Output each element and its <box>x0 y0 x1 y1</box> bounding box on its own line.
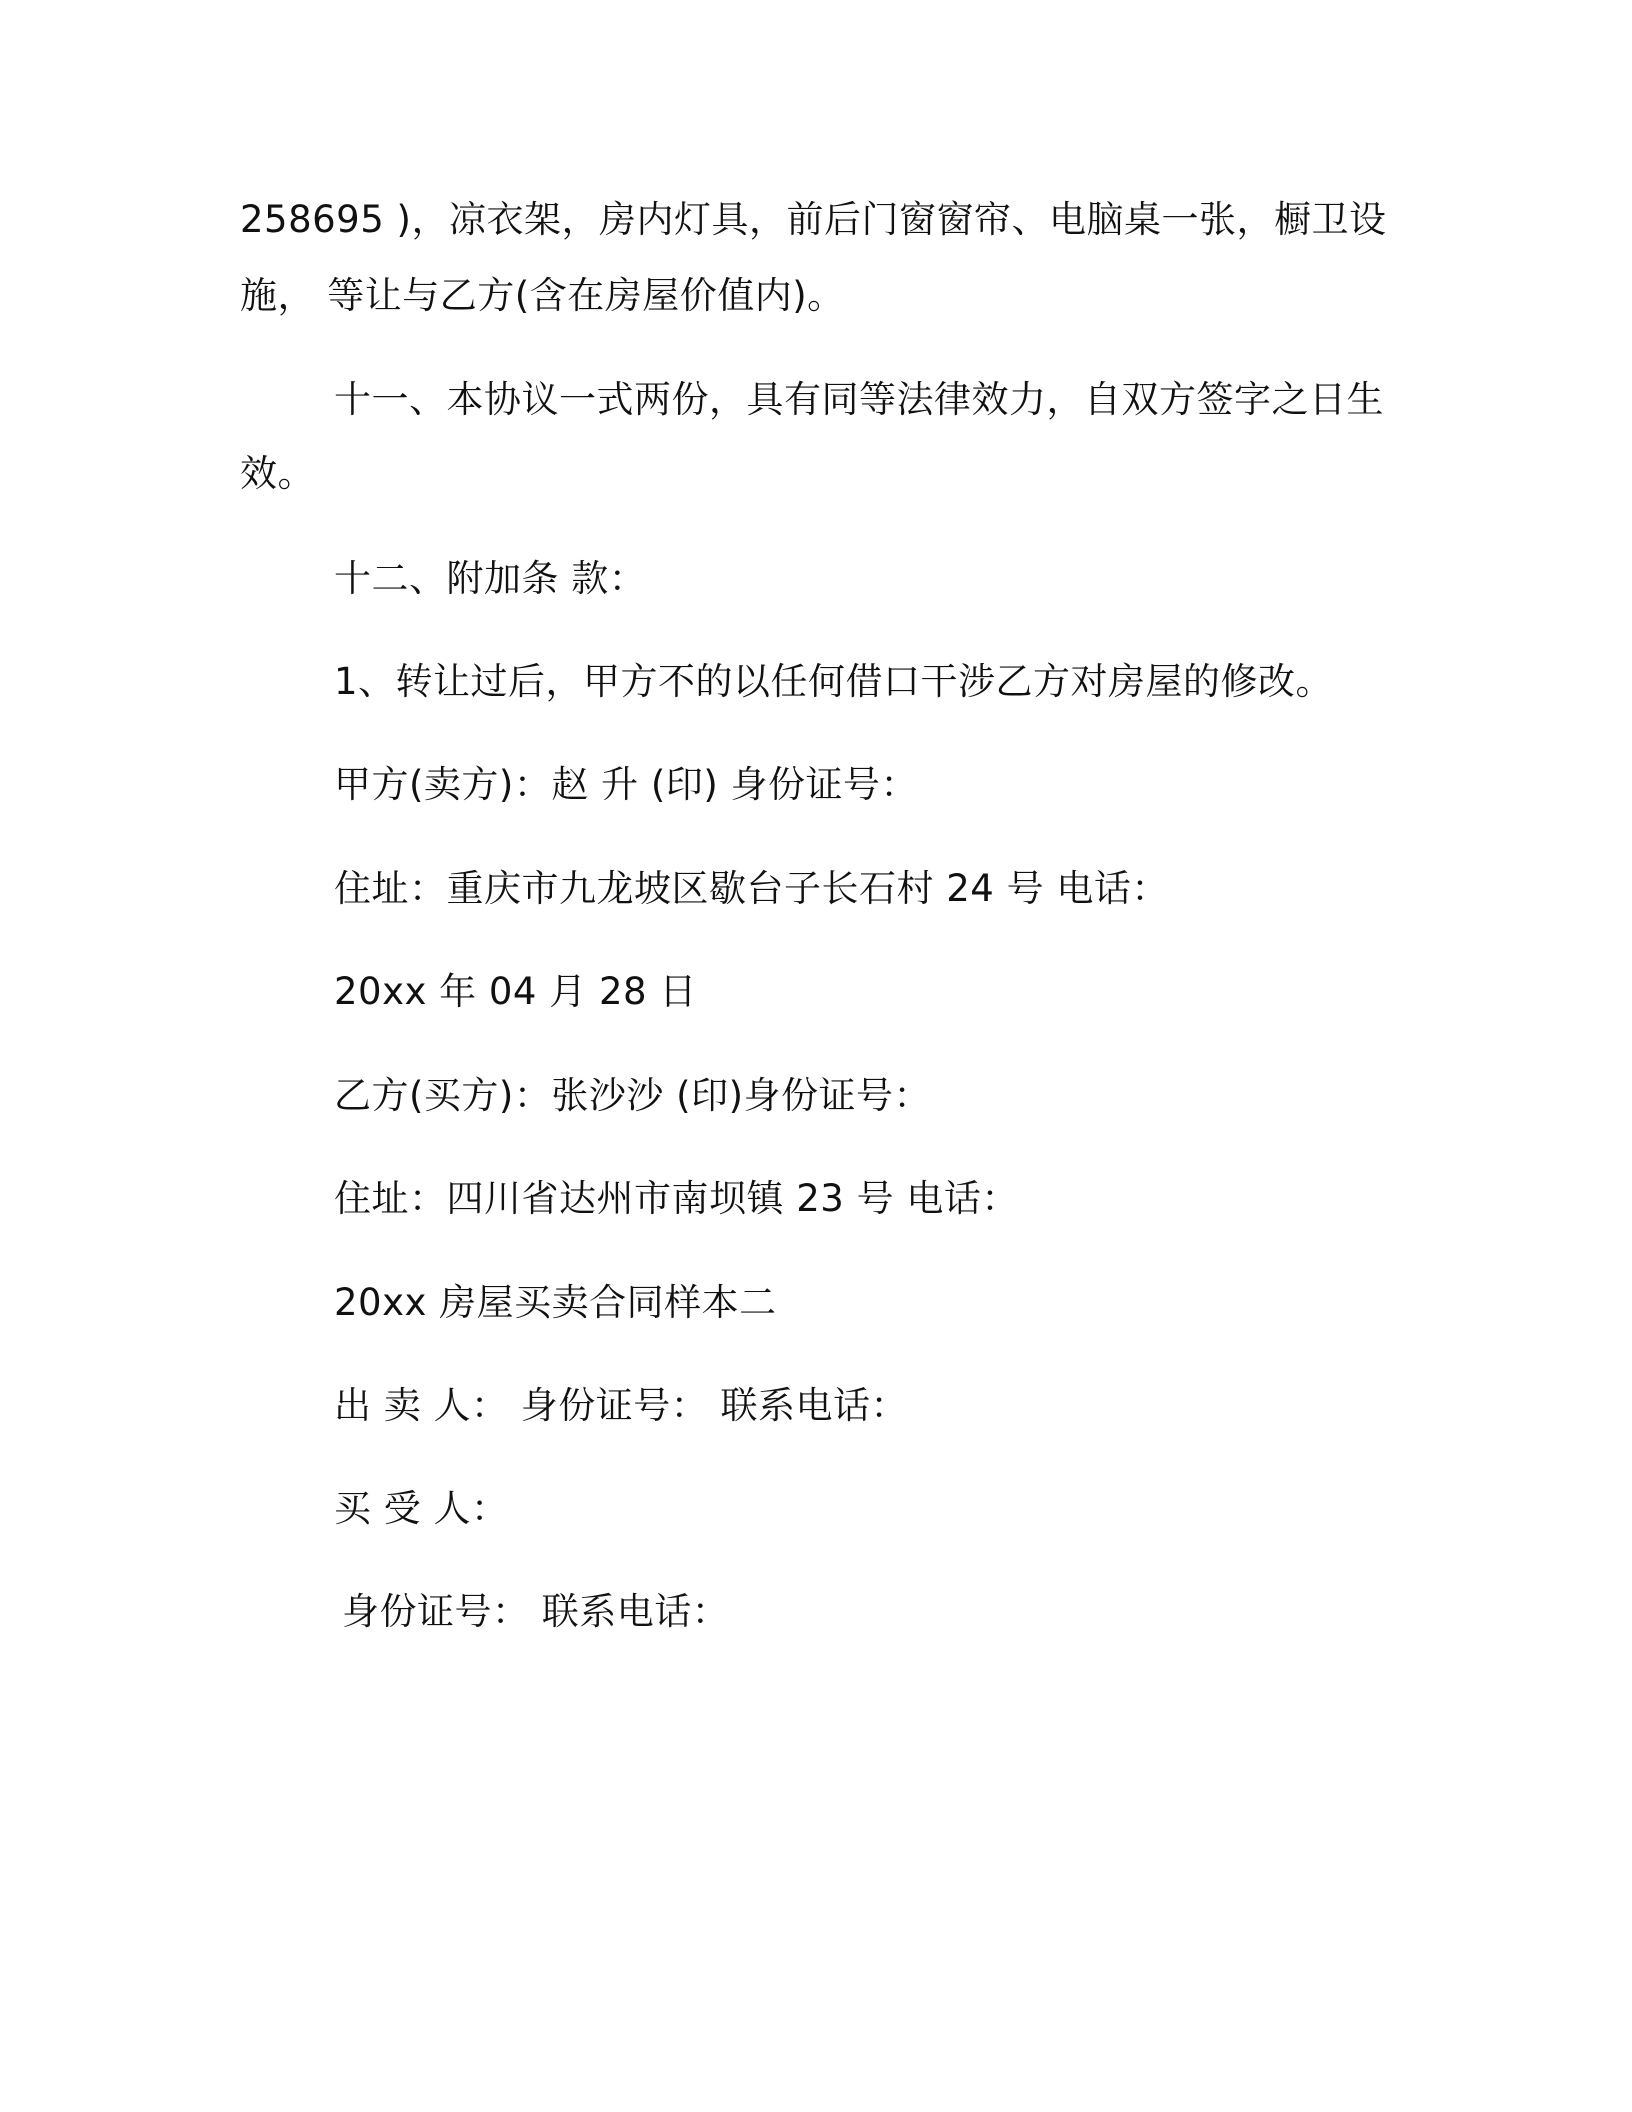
clause-12-item-1: 1、转让过后，甲方不的以任何借口干涉乙方对房屋的修改。 <box>334 660 1334 703</box>
party-b-identity: 乙方(买方)：张沙沙 (印)身份证号： <box>334 1074 932 1117</box>
party-b-address: 住址：四川省达州市南坝镇 23 号 电话： <box>334 1177 1019 1220</box>
party-a-date: 20xx 年 04 月 28 日 <box>334 970 697 1013</box>
party-a-address: 住址：重庆市九龙坡区歇台子长石村 24 号 电话： <box>334 867 1169 910</box>
buyer-label: 买 受 人： <box>334 1487 509 1530</box>
sample-two-title: 20xx 房屋买卖合同样本二 <box>334 1281 777 1324</box>
clause-11-line-2: 效。 <box>240 452 315 495</box>
buyer-info: 身份证号： 联系电话： <box>342 1590 730 1633</box>
seller-info: 出 卖 人： 身份证号： 联系电话： <box>334 1384 909 1427</box>
clause-11-line-1: 十一、本协议一式两份，具有同等法律效力，自双方签字之日生 <box>334 378 1384 421</box>
party-a-identity: 甲方(卖方)：赵 升 (印) 身份证号： <box>334 763 919 806</box>
paragraph-10-line-1: 258695 )，凉衣架，房内灯具，前后门窗窗帘、电脑桌一张，橱卫设 <box>240 198 1387 241</box>
clause-12-heading: 十二、附加条 款： <box>334 557 647 600</box>
paragraph-10-line-2: 施， 等让与乙方(含在房屋价值内)。 <box>240 274 845 317</box>
